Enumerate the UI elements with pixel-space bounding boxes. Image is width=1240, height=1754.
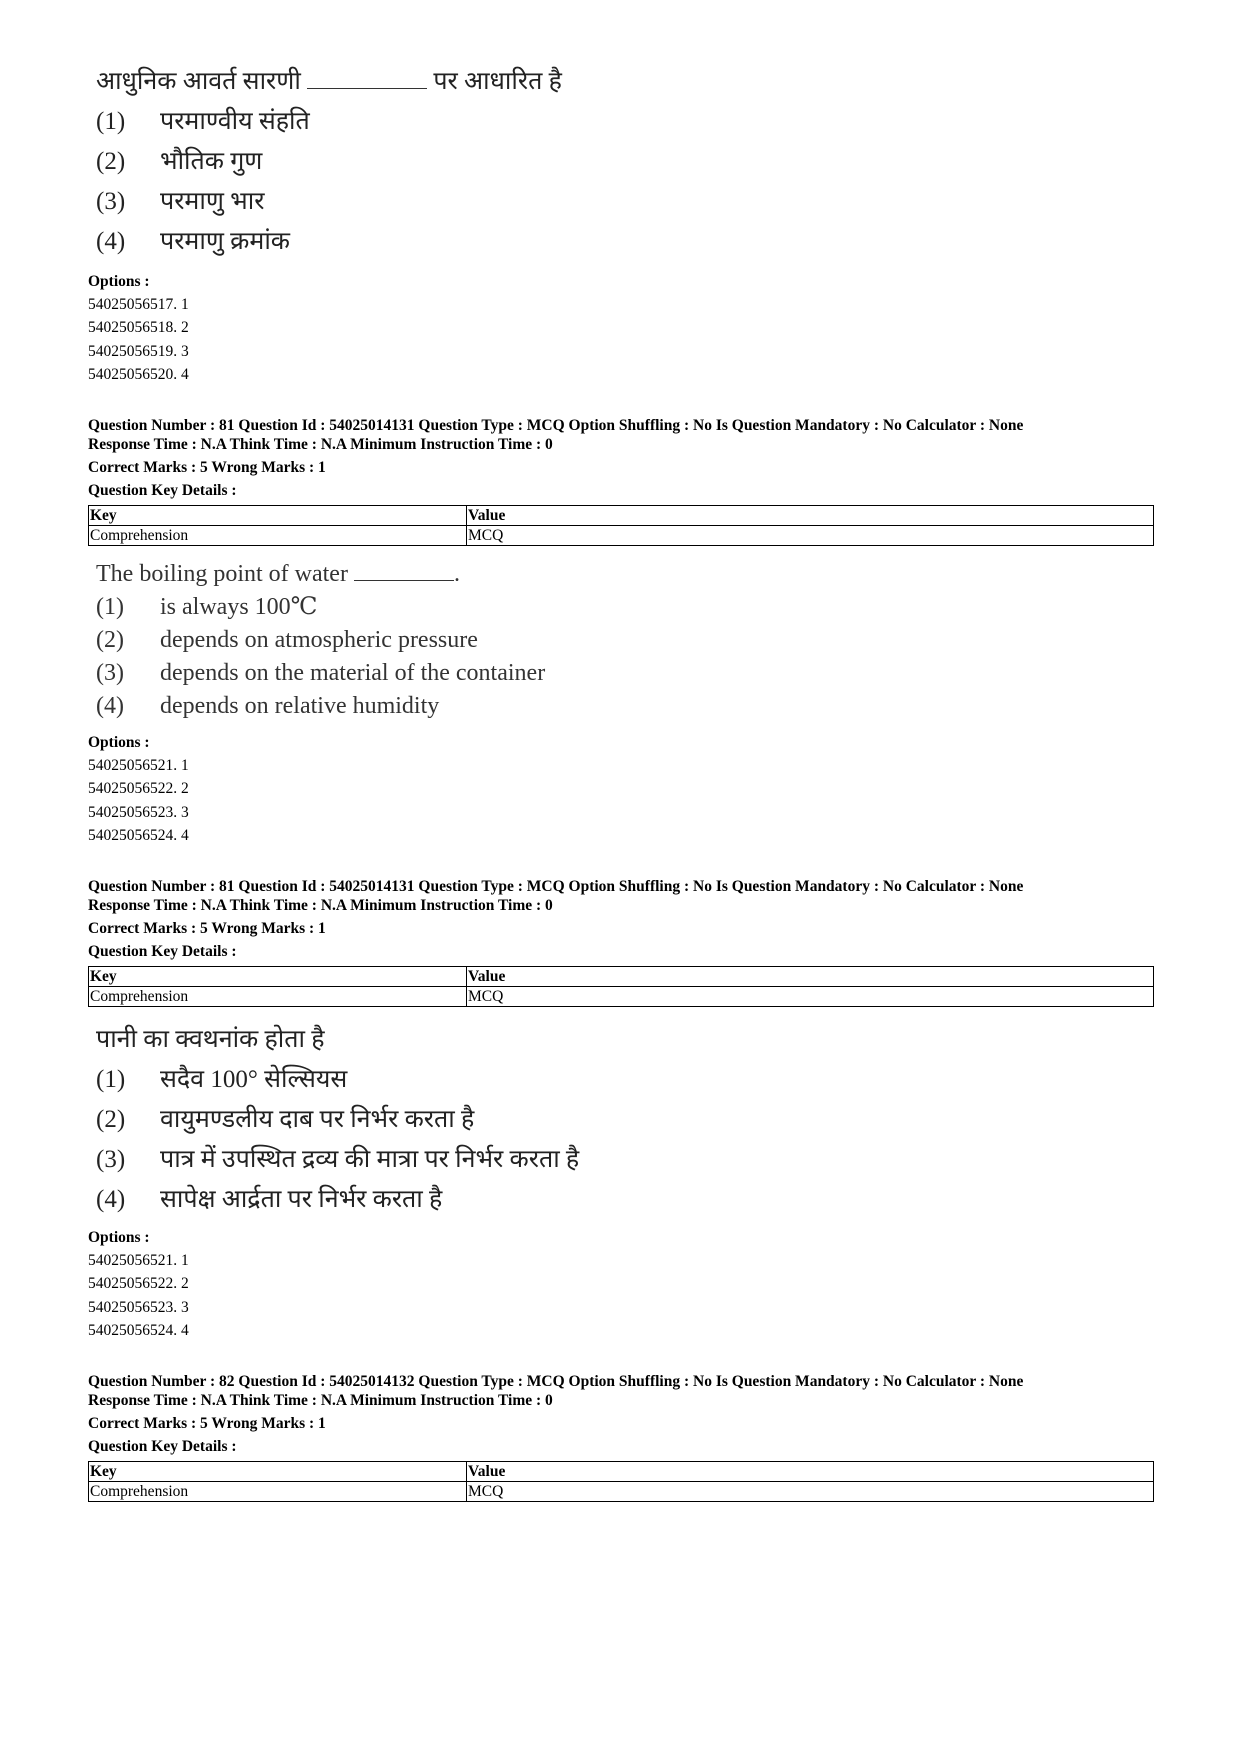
option-id: 54025056522. 2 <box>88 1275 189 1293</box>
option-id: 54025056524. 4 <box>88 826 189 844</box>
blank-line <box>307 68 427 89</box>
table-header-key: Key <box>89 1462 467 1482</box>
option-id: 54025056520. 4 <box>88 365 189 383</box>
stem-text: पर आधारित है <box>433 68 562 95</box>
table-header-value: Value <box>467 967 1154 987</box>
key-details-label: Question Key Details : <box>88 482 237 499</box>
table-cell-key: Comprehension <box>89 526 467 546</box>
options-list <box>88 731 189 847</box>
table-header-row <box>89 1462 1154 1482</box>
option-item <box>96 1062 579 1102</box>
table-header-value: Value <box>467 1462 1154 1482</box>
option-text: is always 100℃ <box>160 594 318 620</box>
option-id: 54025056521. 1 <box>88 757 189 775</box>
options-list <box>88 1226 189 1342</box>
table-cell-value: MCQ <box>467 987 1154 1007</box>
table-cell-key: Comprehension <box>89 987 467 1007</box>
table-row <box>89 526 1154 546</box>
marks-line: Correct Marks : 5 Wrong Marks : 1 <box>88 1415 326 1432</box>
option-text: भौतिक गुण <box>160 148 263 175</box>
option-item <box>96 1102 579 1142</box>
option-text: सापेक्ष आर्द्रता पर निर्भर करता है <box>160 1186 443 1213</box>
table-cell-key: Comprehension <box>89 1482 467 1502</box>
stem-text: . <box>453 561 460 587</box>
table-header-row <box>89 506 1154 526</box>
meta-line: Response Time : N.A Think Time : N.A Minimum Instruction Time : 0 <box>88 897 553 914</box>
option-item <box>96 591 545 624</box>
key-details-table <box>88 505 1154 546</box>
option-number: (2) <box>96 627 124 653</box>
option-item <box>96 1182 579 1222</box>
option-text: वायुमण्डलीय दाब पर निर्भर करता है <box>160 1106 475 1133</box>
meta-line: Question Number : 81 Question Id : 54025014131 Question Type : MCQ Option Shuffling : No Is Question Mandatory : No Calculator : None <box>88 878 1024 895</box>
table-header-key: Key <box>89 967 467 987</box>
option-item <box>96 144 562 184</box>
option-id: 54025056523. 3 <box>88 803 189 821</box>
question-image-boiling-point-en <box>96 558 545 723</box>
meta-line: Response Time : N.A Think Time : N.A Minimum Instruction Time : 0 <box>88 1392 553 1409</box>
option-number: (3) <box>96 1146 126 1173</box>
option-id: 54025056522. 2 <box>88 780 189 798</box>
option-text: depends on relative humidity <box>160 693 440 719</box>
option-number: (1) <box>96 1066 126 1093</box>
option-id: 54025056521. 1 <box>88 1252 189 1270</box>
table-cell-value: MCQ <box>467 1482 1154 1502</box>
stem-text: आधुनिक आवर्त सारणी <box>96 68 301 95</box>
option-id: 54025056524. 4 <box>88 1321 189 1339</box>
marks-line: Correct Marks : 5 Wrong Marks : 1 <box>88 459 326 476</box>
table-header-row <box>89 967 1154 987</box>
question-meta <box>88 416 1158 500</box>
option-item <box>96 624 545 657</box>
option-item <box>96 104 562 144</box>
options-list <box>88 270 189 386</box>
option-text: depends on atmospheric pressure <box>160 627 478 653</box>
option-item <box>96 1142 579 1182</box>
key-details-label: Question Key Details : <box>88 943 237 960</box>
marks-line: Correct Marks : 5 Wrong Marks : 1 <box>88 920 326 937</box>
option-text: पात्र में उपस्थित द्रव्य की मात्रा पर निर्भर करता है <box>160 1146 580 1173</box>
option-number: (4) <box>96 1186 126 1213</box>
table-header-key: Key <box>89 506 467 526</box>
table-cell-value: MCQ <box>467 526 1154 546</box>
option-text: सदैव 100° सेल्सियस <box>160 1066 348 1093</box>
stem-text: The boiling point of water <box>96 561 348 587</box>
option-text: परमाण्वीय संहति <box>160 108 310 135</box>
question-stem <box>96 558 545 591</box>
meta-line: Response Time : N.A Think Time : N.A Minimum Instruction Time : 0 <box>88 436 553 453</box>
meta-line: Question Number : 82 Question Id : 54025014132 Question Type : MCQ Option Shuffling : No Is Question Mandatory : No Calculator : None <box>88 1373 1024 1390</box>
question-image-boiling-point-hi <box>96 1022 579 1222</box>
key-details-table <box>88 966 1154 1007</box>
option-number: (4) <box>96 228 126 255</box>
option-text: depends on the material of the container <box>160 660 546 686</box>
table-row <box>89 1482 1154 1502</box>
option-item <box>96 184 562 224</box>
question-image-periodic-table <box>96 64 562 264</box>
question-stem <box>96 64 562 104</box>
option-item <box>96 657 545 690</box>
options-label: Options : <box>88 273 150 290</box>
key-details-table <box>88 1461 1154 1502</box>
option-item <box>96 690 545 723</box>
question-meta <box>88 1372 1158 1456</box>
options-label: Options : <box>88 1229 150 1246</box>
option-number: (1) <box>96 108 126 135</box>
option-id: 54025056523. 3 <box>88 1298 189 1316</box>
option-item <box>96 224 562 264</box>
key-details-label: Question Key Details : <box>88 1438 237 1455</box>
option-number: (3) <box>96 660 124 686</box>
blank-line <box>354 560 454 581</box>
option-number: (3) <box>96 188 126 215</box>
options-label: Options : <box>88 734 150 751</box>
table-header-value: Value <box>467 506 1154 526</box>
option-id: 54025056517. 1 <box>88 296 189 314</box>
option-number: (2) <box>96 148 126 175</box>
option-number: (4) <box>96 693 124 719</box>
option-text: परमाणु भार <box>160 188 265 215</box>
meta-line: Question Number : 81 Question Id : 54025014131 Question Type : MCQ Option Shuffling : No Is Question Mandatory : No Calculator : None <box>88 417 1024 434</box>
option-id: 54025056519. 3 <box>88 342 189 360</box>
option-text: परमाणु क्रमांक <box>160 228 291 255</box>
question-stem: पानी का क्वथनांक होता है <box>96 1026 325 1053</box>
question-meta <box>88 877 1158 961</box>
table-row <box>89 987 1154 1007</box>
option-number: (1) <box>96 594 124 620</box>
option-number: (2) <box>96 1106 126 1133</box>
option-id: 54025056518. 2 <box>88 319 189 337</box>
